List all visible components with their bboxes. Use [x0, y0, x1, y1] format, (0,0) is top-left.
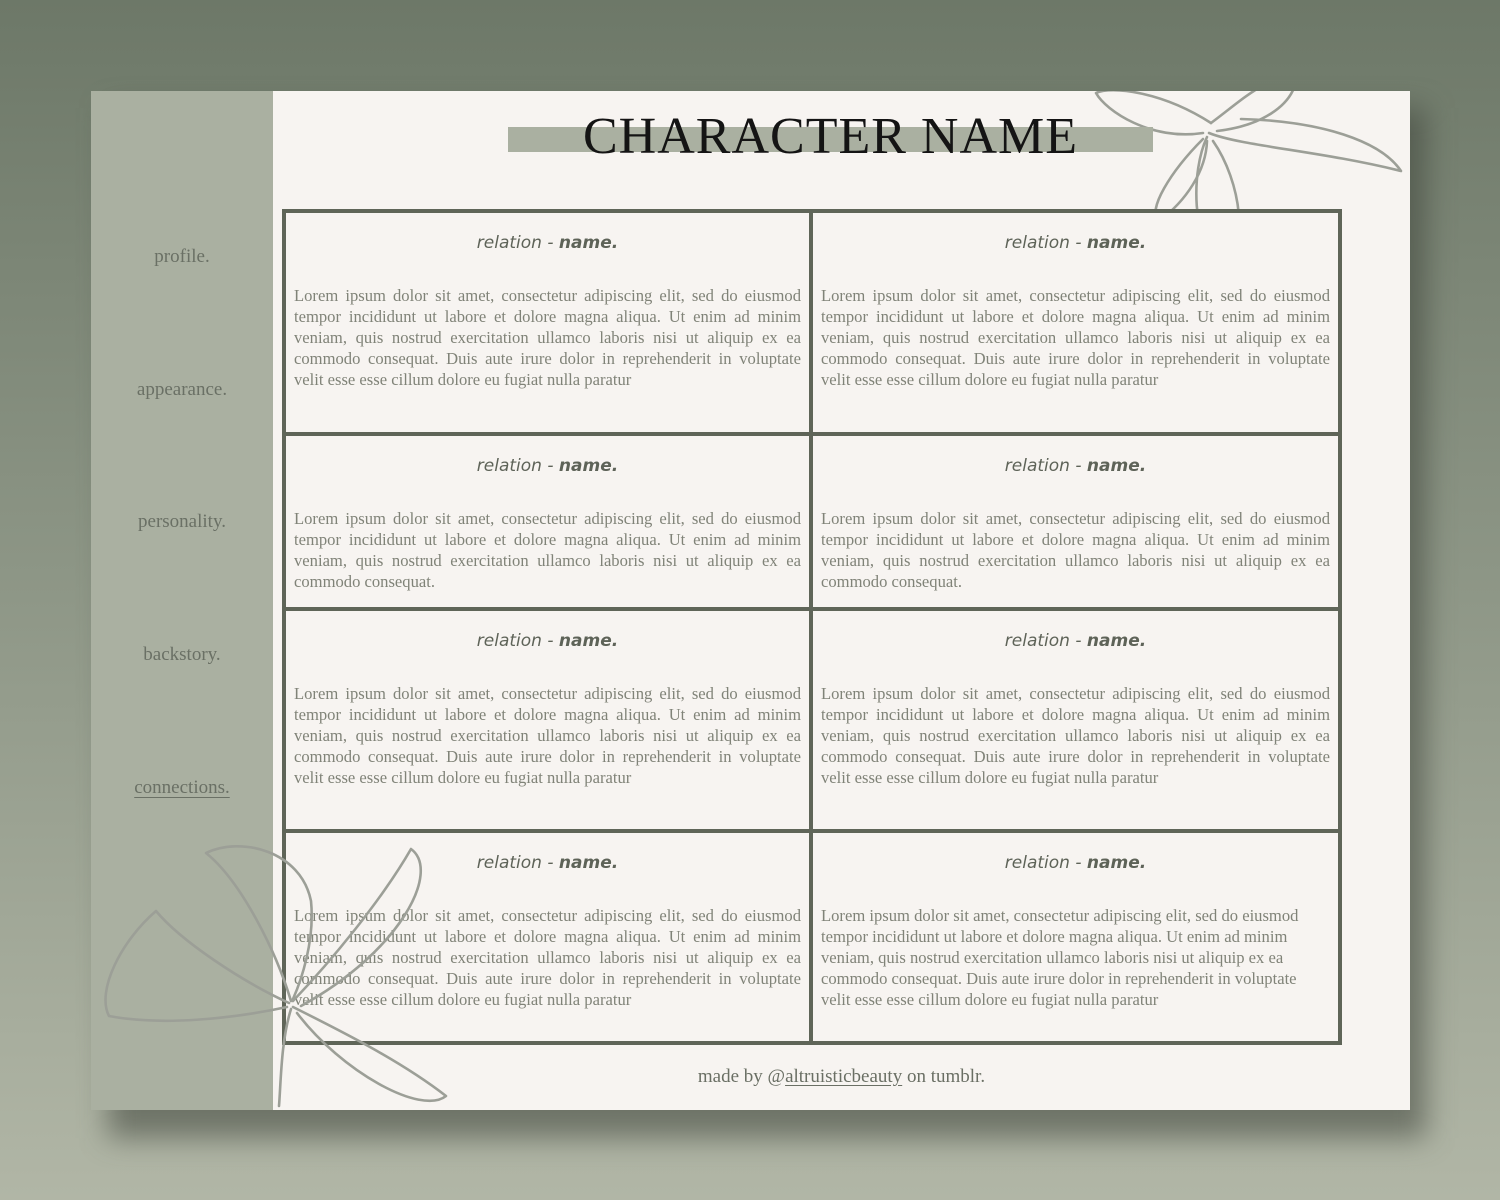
- nav-item-backstory[interactable]: backstory.: [143, 644, 221, 665]
- connection-separator: -: [1069, 456, 1087, 476]
- connection-card: [286, 436, 809, 607]
- connection-separator: -: [541, 456, 559, 476]
- connection-card: [286, 611, 809, 829]
- connection-heading: [294, 853, 801, 875]
- connection-relation: relation: [476, 456, 542, 476]
- connection-separator: -: [541, 233, 559, 253]
- connection-relation: relation: [1004, 853, 1070, 873]
- nav-item-connections[interactable]: connections.: [134, 777, 230, 798]
- connection-name: name.: [558, 456, 619, 476]
- connection-description: Lorem ipsum dolor sit amet, consectetur adipiscing elit, sed do eiusmod tempor incididunt ut labore et dolore magna aliqua. Ut enim ad minim veniam, quis nostrud exercitation ullamco laboris nisi ut aliquip ex ea commodo consequat. Duis aute irure dolor in reprehenderit in voluptate velit esse esse cillum dolore eu fugiat nulla paratur: [821, 906, 1299, 1009]
- connection-name: name.: [558, 631, 619, 651]
- connection-relation: relation: [1004, 456, 1070, 476]
- connection-card: [813, 213, 1338, 432]
- connection-name: name.: [1086, 853, 1147, 873]
- connection-description: Lorem ipsum dolor sit amet, consectetur adipiscing elit, sed do eiusmod tempor incididunt ut labore et dolore magna aliqua. Ut enim ad minim veniam, quis nostrud exercitation ullamco laboris nisi ut aliquip ex ea commodo consequat.: [821, 509, 1330, 591]
- connection-heading: [294, 456, 801, 478]
- connection-heading: [294, 233, 801, 255]
- nav-item-personality[interactable]: personality.: [138, 511, 226, 532]
- connection-separator: -: [1069, 631, 1087, 651]
- connection-relation: relation: [1004, 631, 1070, 651]
- connection-heading: [821, 456, 1330, 478]
- connection-description: Lorem ipsum dolor sit amet, consectetur adipiscing elit, sed do eiusmod tempor incididunt ut labore et dolore magna aliqua. Ut enim ad minim veniam, quis nostrud exercitation ullamco laboris nisi ut aliquip ex ea commodo consequat. Duis aute irure dolor in reprehenderit in voluptate velit esse esse cillum dolore eu fugiat nulla paratur: [294, 906, 801, 1009]
- connection-name: name.: [1086, 233, 1147, 253]
- connection-card: [286, 213, 809, 432]
- connection-relation: relation: [476, 233, 542, 253]
- connection-card: [286, 833, 809, 1041]
- connection-name: name.: [558, 853, 619, 873]
- connection-description: Lorem ipsum dolor sit amet, consectetur adipiscing elit, sed do eiusmod tempor incididunt ut labore et dolore magna aliqua. Ut enim ad minim veniam, quis nostrud exercitation ullamco laboris nisi ut aliquip ex ea commodo consequat. Duis aute irure dolor in reprehenderit in voluptate velit esse esse cillum dolore eu fugiat nulla paratur: [294, 286, 801, 389]
- credit-suffix: on tumblr.: [902, 1066, 986, 1087]
- connection-separator: -: [541, 853, 559, 873]
- connection-heading: [821, 853, 1330, 875]
- connection-card: [813, 833, 1338, 1041]
- credit-handle-link[interactable]: altruisticbeauty: [785, 1066, 903, 1087]
- connection-description: Lorem ipsum dolor sit amet, consectetur adipiscing elit, sed do eiusmod tempor incididunt ut labore et dolore magna aliqua. Ut enim ad minim veniam, quis nostrud exercitation ullamco laboris nisi ut aliquip ex ea commodo consequat. Duis aute irure dolor in reprehenderit in voluptate velit esse esse cillum dolore eu fugiat nulla paratur: [821, 684, 1330, 787]
- connection-heading: [821, 631, 1330, 653]
- connection-name: name.: [558, 233, 619, 253]
- connection-description: Lorem ipsum dolor sit amet, consectetur adipiscing elit, sed do eiusmod tempor incididunt ut labore et dolore magna aliqua. Ut enim ad minim veniam, quis nostrud exercitation ullamco laboris nisi ut aliquip ex ea commodo consequat. Duis aute irure dolor in reprehenderit in voluptate velit esse esse cillum dolore eu fugiat nulla paratur: [294, 684, 801, 787]
- connection-name: name.: [1086, 456, 1147, 476]
- connection-separator: -: [1069, 853, 1087, 873]
- connection-relation: relation: [476, 631, 542, 651]
- page-title: CHARACTER NAME: [582, 108, 1079, 165]
- sidebar: [91, 91, 273, 1110]
- connection-separator: -: [541, 631, 559, 651]
- nav-item-appearance[interactable]: appearance.: [136, 379, 228, 400]
- connection-card: [813, 436, 1338, 607]
- connection-relation: relation: [1004, 233, 1070, 253]
- connection-separator: -: [1069, 233, 1087, 253]
- nav-item-profile[interactable]: profile.: [154, 246, 210, 267]
- connection-heading: [821, 233, 1330, 255]
- credit-prefix: made by @: [697, 1066, 786, 1087]
- connection-card: [813, 611, 1338, 829]
- character-card: [91, 91, 1410, 1110]
- connection-name: name.: [1086, 631, 1147, 651]
- connection-relation: relation: [476, 853, 542, 873]
- connection-description: Lorem ipsum dolor sit amet, consectetur adipiscing elit, sed do eiusmod tempor incididunt ut labore et dolore magna aliqua. Ut enim ad minim veniam, quis nostrud exercitation ullamco laboris nisi ut aliquip ex ea commodo consequat. Duis aute irure dolor in reprehenderit in voluptate velit esse esse cillum dolore eu fugiat nulla paratur: [821, 286, 1330, 389]
- credit-line: [273, 1066, 1410, 1088]
- connection-description: Lorem ipsum dolor sit amet, consectetur adipiscing elit, sed do eiusmod tempor incididunt ut labore et dolore magna aliqua. Ut enim ad minim veniam, quis nostrud exercitation ullamco laboris nisi ut aliquip ex ea commodo consequat.: [294, 509, 801, 591]
- connection-heading: [294, 631, 801, 653]
- connections-grid: [282, 209, 1342, 1045]
